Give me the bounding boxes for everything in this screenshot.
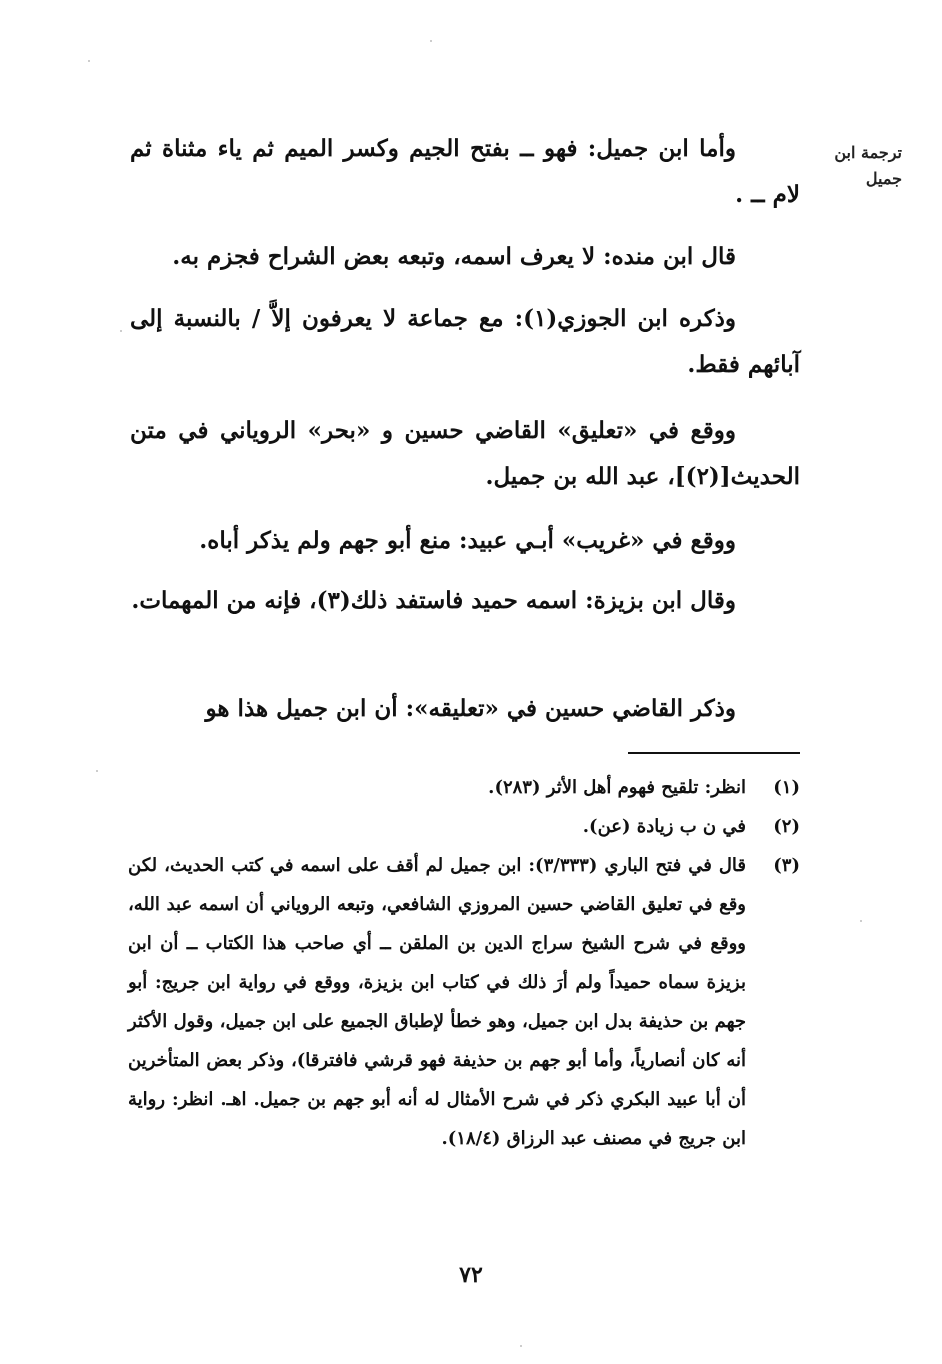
paragraph: وذكر القاضي حسين في «تعليقه»: أن ابن جميل هذا هو bbox=[205, 695, 736, 722]
margin-note-line-2: جميل bbox=[865, 169, 902, 188]
paragraph: ووقع في «تعليق» القاضي حسين و «بحر» الروياني في متن الحديث[(٢)]، عبد الله بن جميل. bbox=[130, 417, 800, 490]
footnote-number: (٣) bbox=[773, 855, 800, 876]
footnote-text: انظر: تلقيح فهوم أهل الأثر (٢٨٣). bbox=[488, 777, 746, 798]
main-text bbox=[130, 686, 800, 732]
footnotes bbox=[128, 768, 800, 1158]
footnote-number: (١) bbox=[773, 777, 800, 798]
main-text bbox=[130, 296, 800, 388]
footnote-number: (٢) bbox=[773, 816, 800, 837]
scan-speck bbox=[860, 920, 862, 922]
margin-note bbox=[812, 140, 902, 192]
scan-speck bbox=[88, 60, 90, 62]
main-text bbox=[130, 518, 800, 564]
page-number: ٧٢ bbox=[459, 1262, 483, 1288]
main-text bbox=[130, 126, 800, 218]
paragraph: وقال ابن بزيزة: اسمه حميد فاستفد ذلك(٣)، فإنه من المهمات. bbox=[131, 587, 736, 614]
footnote bbox=[128, 768, 800, 807]
footnote-text: قال في فتح الباري (٣/٣٣٣): ابن جميل لم أقف على اسمه في كتب الحديث، لكن وقع في تعليق القاضي حسين المروزي الشافعي، وتبعه الروياني أن اسمه عبد الله، ووقع في شرح الشيخ سراج الدين بن الملقن ــ أي صاحب هذا الكتاب ــ أن ابن بزيزة سماه حميداً ولم أرَ ذلك في كتاب ابن بزيزة، ووقع في رواية ابن جريج: أبو جهم بن حذيفة بدل ابن جميل، وهو خطأ لإطباق الجميع على ابن جميل، وقول الأكثر أنه كان أنصارياً، وأما أبو جهم بن حذيفة فهو قرشي فافترقا)، وذكر بعض المتأخرين أن أبا عبيد البكري ذكر في شرح الأمثال له أنه أبو جهم بن جميل. اهـ. انظر: رواية ابن جريج في مصنف عبد الرزاق (١٨/٤). bbox=[128, 855, 746, 1149]
footnote bbox=[128, 846, 800, 1158]
scan-speck bbox=[430, 40, 432, 42]
paragraph: وذكره ابن الجوزي(١): مع جماعة لا يعرفون إلاَّ / بالنسبة إلى آبائهم فقط. bbox=[130, 305, 800, 378]
main-text bbox=[130, 408, 800, 500]
main-text bbox=[130, 234, 800, 280]
footnote-separator bbox=[628, 752, 800, 754]
margin-note-line-1: ترجمة ابن bbox=[834, 143, 902, 162]
paragraph: ووقع في «غريب» أبـي عبيد: منع أبو جهم ولم يذكر أباه. bbox=[199, 527, 736, 554]
main-text bbox=[130, 578, 800, 624]
scan-speck bbox=[120, 330, 122, 332]
paragraph: وأما ابن جميل: فهو ــ بفتح الجيم وكسر الميم ثم ياء مثناة ثم لام ــ . bbox=[130, 135, 800, 208]
scan-speck bbox=[96, 770, 98, 772]
scan-speck bbox=[520, 1345, 522, 1347]
footnote-text: في ن ب زيادة (عن). bbox=[582, 816, 746, 837]
footnote bbox=[128, 807, 800, 846]
paragraph: قال ابن منده: لا يعرف اسمه، وتبعه بعض الشراح فجزم به. bbox=[172, 243, 736, 270]
